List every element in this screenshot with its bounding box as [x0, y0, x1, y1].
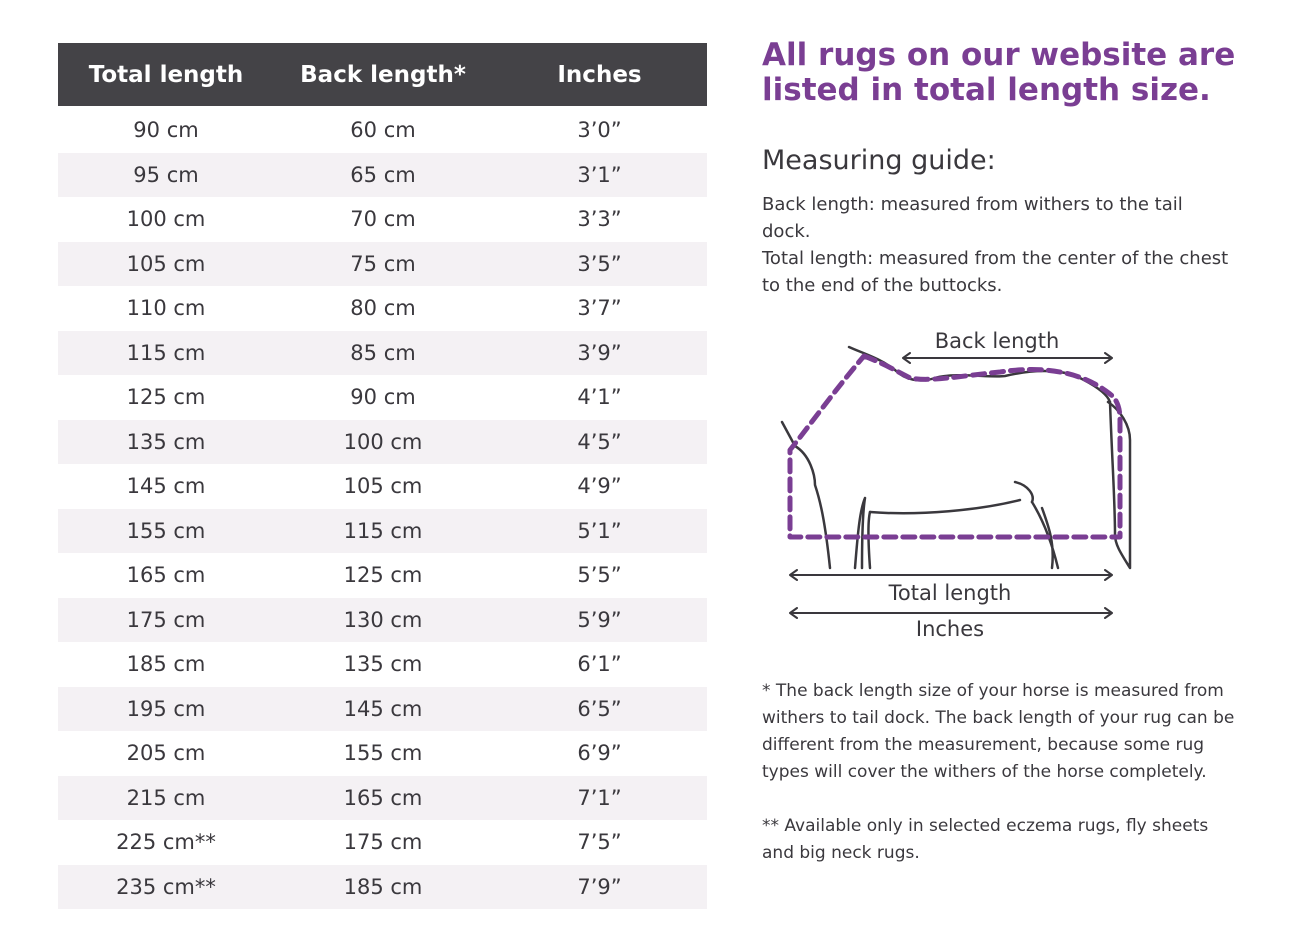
cell-back-length: 85 cm: [274, 331, 492, 376]
cell-total-length: 95 cm: [58, 153, 274, 198]
cell-total-length: 145 cm: [126, 474, 206, 499]
cell-total-length: 225 cm**: [116, 830, 216, 855]
cell-inches: 5’9”: [492, 598, 707, 643]
cell-inches: 3’3”: [577, 207, 622, 232]
cell-total-length: 105 cm: [58, 242, 274, 287]
inches-label: Inches: [915, 617, 985, 641]
table-row: [58, 420, 707, 465]
table-row: [58, 598, 707, 643]
cell-total-length: 195 cm: [58, 687, 274, 732]
cell-inches: 3’5”: [492, 242, 707, 287]
cell-inches: 5’5”: [577, 563, 622, 588]
cell-back-length: 60 cm: [350, 118, 416, 143]
table-row: [58, 197, 707, 242]
total-length-label: Total length: [888, 581, 1012, 605]
table-row: [58, 153, 707, 198]
cell-back-length: 100 cm: [274, 420, 492, 465]
cell-back-length: 70 cm: [350, 207, 416, 232]
cell-back-length: 90 cm: [350, 385, 416, 410]
back-length-arrow: [903, 353, 1112, 363]
cell-back-length: 65 cm: [274, 153, 492, 198]
guide-total-length: Total length: measured from the center of the chest to the end of the buttocks.: [762, 248, 1229, 296]
table-row: [58, 687, 707, 732]
table-row: [58, 820, 707, 865]
header-back-length: Back length*: [274, 43, 492, 107]
cell-inches: 6’1”: [577, 652, 622, 677]
table-row: [58, 107, 707, 153]
cell-inches: 7’9”: [492, 865, 707, 910]
cell-total-length: 90 cm: [133, 118, 199, 143]
horse-measurement-diagram: [770, 320, 1150, 650]
cell-inches: 3’0”: [577, 118, 622, 143]
cell-back-length: 115 cm: [274, 509, 492, 554]
cell-inches: 4’5”: [492, 420, 707, 465]
cell-inches: 3’9”: [492, 331, 707, 376]
cell-inches: 7’1”: [492, 776, 707, 821]
cell-inches: 6’5”: [492, 687, 707, 732]
guide-back-length: Back length: measured from withers to the tail dock.: [762, 194, 1183, 242]
cell-total-length: 125 cm: [126, 385, 206, 410]
table-row: [58, 865, 707, 910]
cell-total-length: 205 cm: [126, 741, 206, 766]
cell-back-length: 185 cm: [274, 865, 492, 910]
table-row: [58, 375, 707, 420]
cell-inches: 6’9”: [577, 741, 622, 766]
horse-outline-neck: [782, 422, 830, 568]
table-body: [58, 107, 707, 909]
table-header-row: [58, 43, 707, 107]
table-row: [58, 509, 707, 554]
table-row: [58, 553, 707, 598]
cell-inches: 4’9”: [577, 474, 622, 499]
cell-total-length: 110 cm: [126, 296, 206, 321]
total-length-arrow: [790, 570, 1112, 580]
cell-back-length: 165 cm: [274, 776, 492, 821]
cell-total-length: 155 cm: [58, 509, 274, 554]
cell-back-length: 145 cm: [274, 687, 492, 732]
back-length-label: Back length: [934, 329, 1060, 353]
table-row: [58, 776, 707, 821]
cell-inches: 4’1”: [577, 385, 622, 410]
measuring-guide-title: Measuring guide:: [762, 145, 996, 176]
cell-total-length: 215 cm: [58, 776, 274, 821]
table-row: [58, 464, 707, 509]
cell-total-length: 235 cm**: [58, 865, 274, 910]
header-inches: Inches: [492, 43, 707, 107]
cell-back-length: 125 cm: [343, 563, 423, 588]
cell-total-length: 115 cm: [58, 331, 274, 376]
cell-total-length: 135 cm: [58, 420, 274, 465]
table-row: [58, 242, 707, 287]
footnotes: [762, 678, 1242, 867]
measuring-guide-text: [762, 191, 1232, 299]
cell-inches: 5’1”: [492, 509, 707, 554]
cell-inches: 3’1”: [492, 153, 707, 198]
header-total-length: Total length: [58, 43, 274, 107]
horse-outline-front-legs: [855, 498, 870, 568]
horse-outline-belly: [870, 482, 1033, 513]
cell-inches: 7’5”: [577, 830, 622, 855]
footnote-back-length: * The back length size of your horse is measured from withers to tail dock. The back length of your rug can be different from the measurement, because some rug types will cover the withers of the horse completely.: [762, 681, 1235, 782]
cell-inches: 3’7”: [577, 296, 622, 321]
cell-back-length: 155 cm: [343, 741, 423, 766]
table-row: [58, 331, 707, 376]
table-row: [58, 731, 707, 776]
table-row: [58, 286, 707, 331]
info-heading: All rugs on our website are listed in total length size.: [762, 37, 1236, 108]
cell-back-length: 135 cm: [343, 652, 423, 677]
cell-back-length: 105 cm: [343, 474, 423, 499]
table-row: [58, 642, 707, 687]
cell-back-length: 80 cm: [350, 296, 416, 321]
cell-back-length: 75 cm: [274, 242, 492, 287]
cell-back-length: 130 cm: [274, 598, 492, 643]
cell-total-length: 175 cm: [58, 598, 274, 643]
cell-total-length: 100 cm: [126, 207, 206, 232]
footnote-availability: ** Available only in selected eczema rugs, fly sheets and big neck rugs.: [762, 816, 1209, 863]
cell-total-length: 165 cm: [126, 563, 206, 588]
cell-total-length: 185 cm: [126, 652, 206, 677]
size-table: [58, 43, 707, 909]
cell-back-length: 175 cm: [343, 830, 423, 855]
